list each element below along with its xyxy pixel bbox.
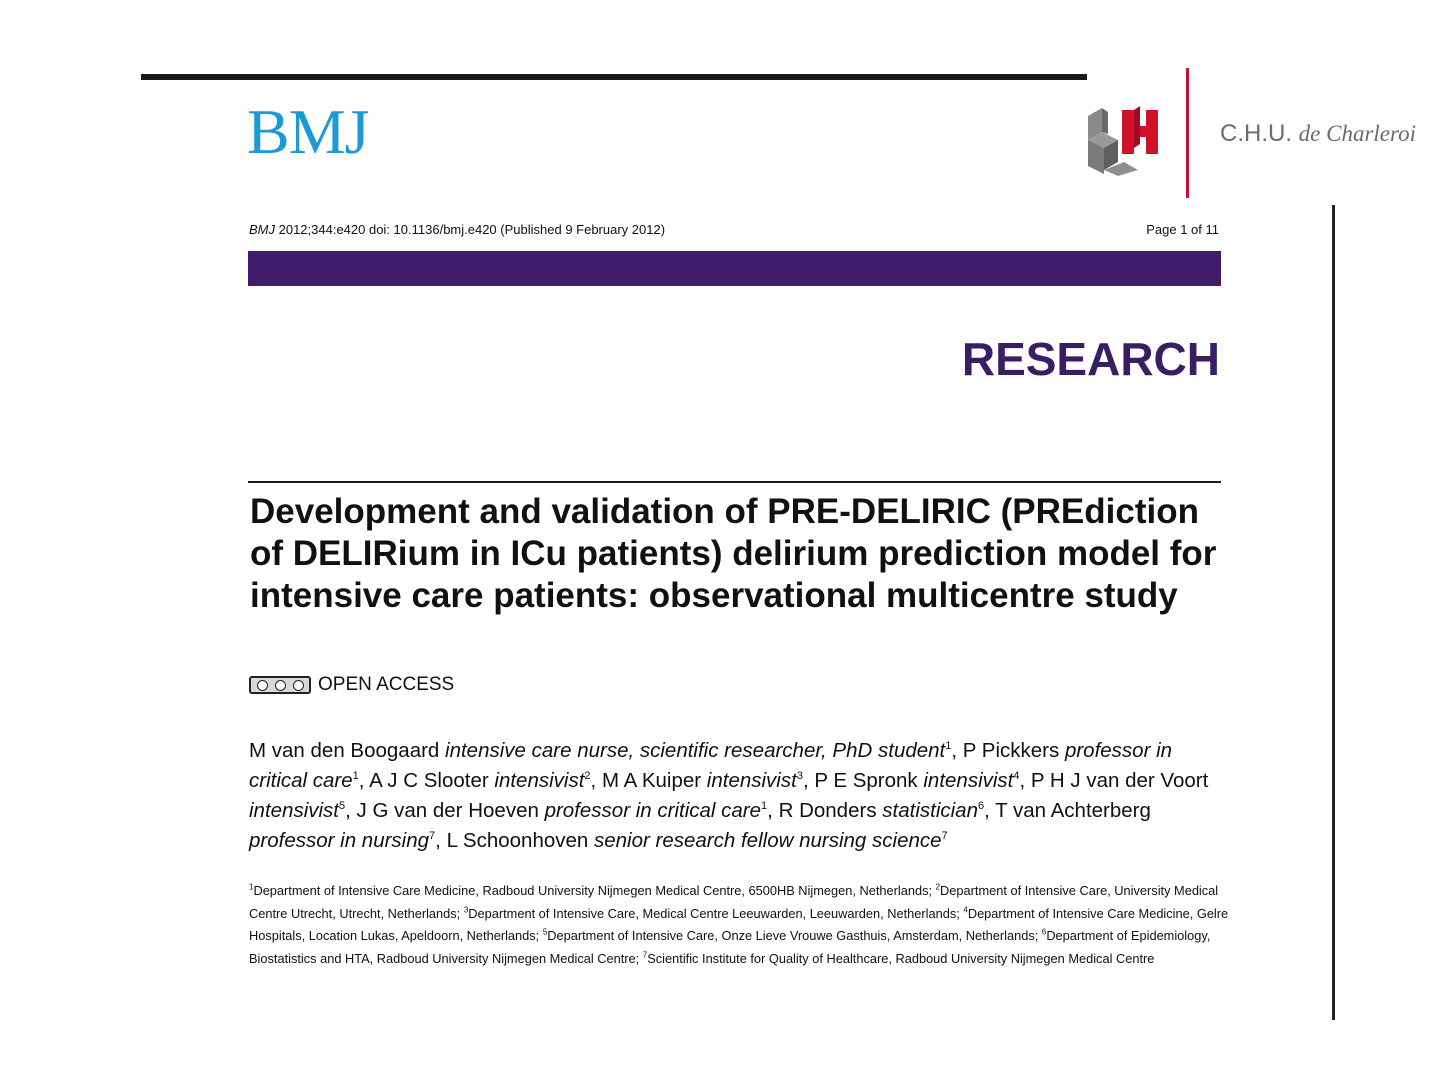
affiliation-text: Department of Intensive Care Medicine, Radboud University Nijmegen Medical Centre, 6500HB Nijmegen, Netherlands; bbox=[253, 883, 933, 898]
cc-dot-icon bbox=[257, 680, 268, 691]
header-band bbox=[248, 251, 1221, 286]
author-name: P Pickkers bbox=[962, 739, 1060, 762]
author-name: P H J van der Voort bbox=[1030, 769, 1209, 792]
chu-logo bbox=[1084, 68, 1440, 200]
chu-name-regular: C.H.U. bbox=[1220, 120, 1292, 147]
affiliation-list bbox=[249, 880, 1234, 970]
affiliation-num: 2 bbox=[935, 882, 941, 892]
author-name: L Schoonhoven bbox=[446, 829, 589, 852]
affiliation-text: Department of Intensive Care Medicine, Gelre Hospitals, Location Lukas, Apeldoorn, Netherlands; bbox=[249, 905, 1229, 943]
author-name: M A Kuiper bbox=[601, 769, 702, 792]
author-role: statistician bbox=[882, 799, 978, 822]
author-name: A J C Slooter bbox=[369, 769, 489, 792]
affiliation-text: Scientific Institute for Quality of Healthcare, Radboud University Nijmegen Medical Centre bbox=[647, 950, 1155, 966]
author-role: intensivist bbox=[249, 799, 340, 822]
section-label: RESEARCH bbox=[961, 333, 1220, 385]
affiliation-num: 7 bbox=[642, 950, 648, 960]
affiliation-text: Department of Intensive Care, Medical Centre Leeuwarden, Leeuwarden, Netherlands; bbox=[468, 905, 960, 921]
open-access-row bbox=[249, 672, 454, 698]
paper-title: Development and validation of PRE-DELIRIC (PREdiction of DELIRium in ICu patients) delirium prediction model for intensive care patients: observational multicentre study bbox=[250, 492, 1217, 615]
author-aff: 4 bbox=[1013, 770, 1020, 783]
affiliation-num: 4 bbox=[963, 905, 968, 915]
right-rule bbox=[1332, 205, 1335, 1020]
author-name: R Donders bbox=[778, 799, 877, 822]
author-role: intensivist bbox=[494, 769, 585, 792]
citation-details: 2012;344:e420 doi: 10.1136/bmj.e420 (Published 9 February 2012) bbox=[275, 222, 666, 237]
author-name: M van den Boogaard bbox=[249, 739, 440, 762]
author-role: intensivist bbox=[706, 769, 797, 792]
author-aff: 1 bbox=[352, 770, 359, 783]
author-aff: 7 bbox=[429, 830, 436, 843]
title-rule bbox=[248, 481, 1221, 483]
affiliation-num: 6 bbox=[1041, 927, 1047, 937]
citation-journal: BMJ bbox=[249, 222, 275, 237]
chu-hh-icon bbox=[1084, 104, 1160, 176]
chu-name-italic: de Charleroi bbox=[1298, 121, 1417, 146]
author-name: T van Achterberg bbox=[995, 799, 1151, 822]
page-number: Page 1 of 11 bbox=[1146, 222, 1219, 237]
author-role: intensivist bbox=[923, 769, 1014, 792]
author-aff: 7 bbox=[941, 830, 948, 843]
citation bbox=[249, 222, 665, 237]
author-role: senior research fellow nursing science bbox=[594, 829, 942, 852]
affiliation-text: Department of Intensive Care, University Medical Centre Utrecht, Utrecht, Netherlands; bbox=[249, 883, 1219, 921]
author-role: professor in nursing bbox=[249, 829, 430, 852]
open-access-label: OPEN ACCESS bbox=[318, 674, 455, 695]
author-aff: 1 bbox=[761, 800, 768, 813]
affiliation-num: 3 bbox=[463, 905, 469, 915]
creative-commons-icon bbox=[249, 676, 311, 694]
affiliation-num: 1 bbox=[249, 882, 254, 892]
affiliation-text: Department of Epidemiology, Biostatistics and HTA, Radboud University Nijmegen Medical Centre; bbox=[249, 928, 1211, 966]
affiliation-text: Department of Intensive Care, Onze Lieve Vrouwe Gasthuis, Amsterdam, Netherlands; bbox=[547, 928, 1039, 943]
author-role: intensive care nurse, scientific researcher, PhD student bbox=[445, 739, 946, 762]
bmj-logo: BMJ bbox=[247, 96, 369, 167]
author-aff: 5 bbox=[339, 800, 346, 813]
author-aff: 2 bbox=[584, 770, 591, 783]
top-rule bbox=[141, 74, 1087, 80]
author-list: M van den Boogaard intensive care nurse, scientific researcher, PhD student$^1$, P Pickkers professor in critical care$^1$, A J C Slooter intensivist$^2$, M A Kuiper intensivist$^3$, P E Spronk intensivist$^4$, P H J van der Voort intensivist$^5$, J G van der Hoeven professor in critical care$^1$, R Donders statistician$^6$, T van Achterberg professor in nursing$^7$, L Schoonhoven senior research fellow nursing science$^7$ bbox=[249, 739, 1209, 852]
nc-dot-icon bbox=[293, 680, 304, 691]
author-name: J G van der Hoeven bbox=[356, 799, 539, 822]
author-aff: 6 bbox=[978, 800, 985, 813]
affiliation-num: 5 bbox=[542, 927, 548, 937]
author-role: professor in critical care bbox=[544, 799, 762, 822]
author-aff: 1 bbox=[945, 740, 952, 753]
chu-divider bbox=[1186, 68, 1189, 198]
author-role: professor in critical care bbox=[249, 739, 1173, 792]
chu-name bbox=[1220, 120, 1416, 148]
by-dot-icon bbox=[275, 680, 286, 691]
author-aff: 3 bbox=[796, 770, 803, 783]
author-name: P E Spronk bbox=[814, 769, 918, 792]
